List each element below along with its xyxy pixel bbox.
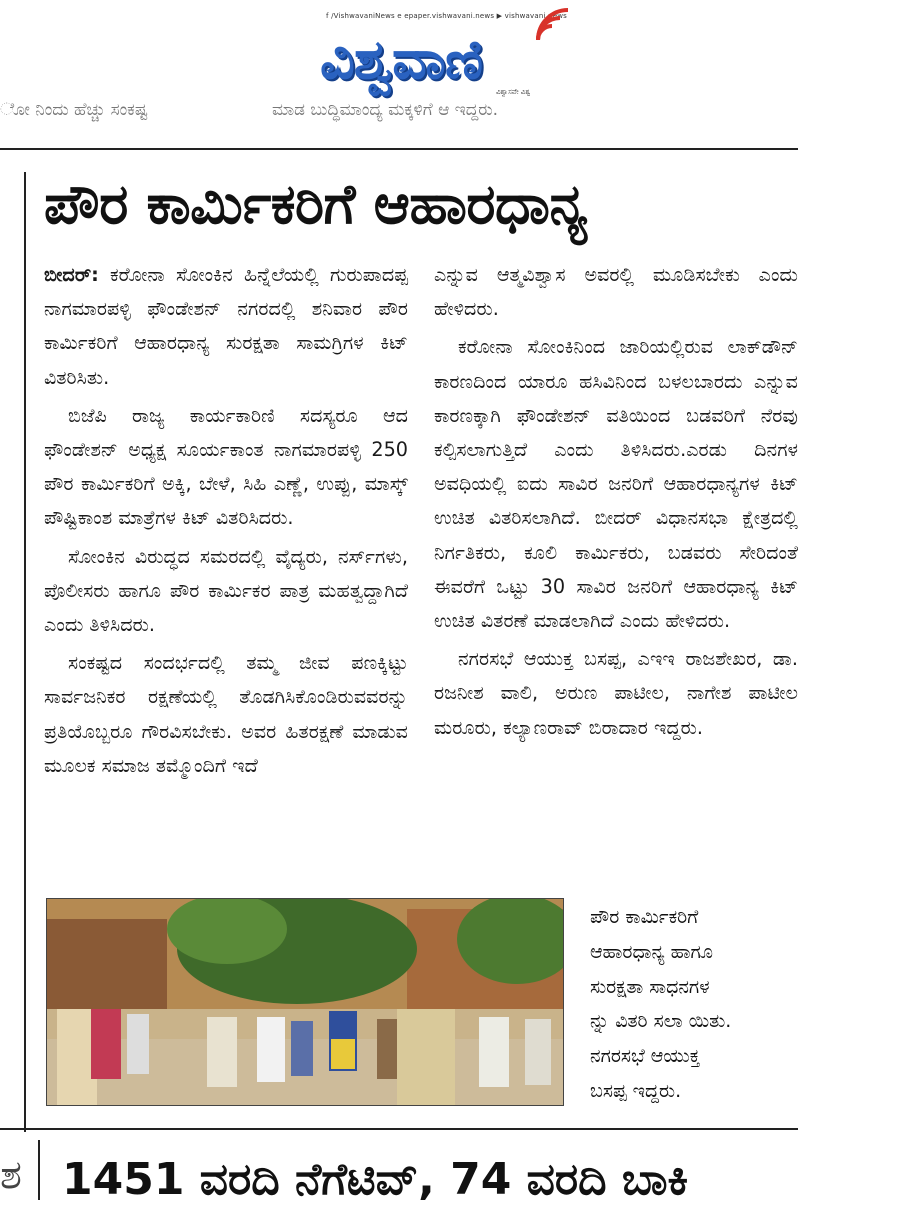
- masthead-social-links: f /VishwavaniNews e epaper.vishwavani.news ▶ vishwavani.news: [326, 12, 567, 20]
- article-paragraph: ಕರೋನಾ ಸೋಂಕಿನಿಂದ ಜಾರಿಯಲ್ಲಿರುವ ಲಾಕ್‌ಡೌನ್ ಕಾರಣದಿಂದ ಯಾರೂ ಹಸಿವಿನಿಂದ ಬಳಲಬಾರದು ಎನ್ನುವ ಕಾರಣಕ್ಕಾಗಿ ಫೌಂಡೇಶನ್ ವತಿಯಿಂದ ಬಡವರಿಗೆ ನೆರವು ಕಲ್ಪಿಸಲಾಗುತ್ತಿದೆ ಎಂದು ತಿಳಿಸಿದರು.ಎರಡು ದಿನಗಳ ಅವಧಿಯಲ್ಲಿ ಐದು ಸಾವಿರ ಜನರಿಗೆ ಆಹಾರಧಾನ್ಯಗಳ ಕಿಟ್ ಉಚಿತ ವಿತರಿಸಲಾಗಿದೆ. ಬೀದರ್ ವಿಧಾನಸಭಾ ಕ್ಷೇತ್ರದಲ್ಲಿ ನಿರ್ಗತಿಕರು, ಕೂಲಿ ಕಾರ್ಮಿಕರು, ಬಡವರು ಸೇರಿದಂತೆ ಈವರೆಗೆ ಒಟ್ಟು 30 ಸಾವಿರ ಜನರಿಗೆ ಆಹಾರಧಾನ್ಯ ಕಿಟ್ ಉಚಿತ ವಿತರಣೆ ಮಾಡಲಾಗಿದೆ ಎಂದು ಹೇಳಿದರು.: [434, 335, 798, 633]
- top-rule: [0, 148, 798, 150]
- article-paragraph: ಸಂಕಷ್ಟದ ಸಂದರ್ಭದಲ್ಲಿ ತಮ್ಮ ಜೀವ ಪಣಕ್ಕಿಟ್ಟು ಸಾರ್ವಜನಿಕರ ರಕ್ಷಣೆಯಲ್ಲಿ ತೊಡಗಿಸಿಕೊಂಡಿರುವವರನ್ನು ಪ್ರತಿಯೊಬ್ಬರೂ ಗೌರವಿಸಬೇಕು. ಅವರ ಹಿತರಕ್ಷಣೆ ಮಾಡುವ ಮೂಲಕ ಸಮಾಜ ತಮ್ಮೊಂದಿಗೆ ಇದೆ: [44, 651, 408, 777]
- article-paragraph: ನಗರಸಭೆ ಆಯುಕ್ತ ಬಸಪ್ಪ, ಎಇಇ ರಾಜಶೇಖರ, ಡಾ. ರಜನೀಶ ವಾಲಿ, ಅರುಣ ಪಾಟೀಲ, ನಾಗೇಶ ಪಾಟೀಲ ಮರೂರು, ಕಲ್ಯಾಣರಾವ್ ಬಿರಾದಾರ ಇದ್ದರು.: [434, 647, 798, 739]
- next-article-headline: 1451 ವರದಿ ನೆಗೆಟಿವ್, 74 ವರದಿ ಬಾಕಿ: [62, 1154, 689, 1205]
- photo-illustration: [47, 899, 563, 1105]
- article-photo: [46, 898, 564, 1106]
- article-paragraph: ಬಿಜೆಪಿ ರಾಜ್ಯ ಕಾರ್ಯಕಾರಿಣಿ ಸದಸ್ಯರೂ ಆದ ಫೌಂಡೇಶನ್ ಅಧ್ಯಕ್ಷ ಸೂರ್ಯಕಾಂತ ನಾಗಮಾರಪಳ್ಳಿ 250 ಪೌರ ಕಾರ್ಮಿಕರಿಗೆ ಅಕ್ಕಿ, ಬೇಳೆ, ಸಿಹಿ ಎಣ್ಣೆ, ಉಪ್ಪು, ಮಾಸ್ಕ್ ಪೌಷ್ಟಿಕಾಂಶ ಮಾತ್ರೆಗಳ ಕಿಟ್ ವಿತರಿಸಿದರು.: [44, 403, 408, 530]
- bottom-rule: [0, 1128, 798, 1130]
- bottom-column-rule: [38, 1140, 40, 1200]
- article-paragraph: ಸೋಂಕಿನ ವಿರುದ್ಧದ ಸಮರದಲ್ಲಿ ವೈದ್ಯರು, ನರ್ಸ್‌ಗಳು, ಪೊಲೀಸರು ಹಾಗೂ ಪೌರ ಕಾರ್ಮಿಕರ ಪಾತ್ರ ಮಹತ್ವದ್ದಾಗಿದೆ ಎಂದು ತಿಳಿಸಿದರು.: [44, 544, 408, 637]
- left-column-rule: [24, 172, 26, 1132]
- article-column-left: [44, 258, 408, 787]
- neighbor-article-fragment-right: ಮಾಡ ಬುದ್ಧಿಮಾಂದ್ಯ ಮಕ್ಕಳಿಗೆ ಆ ಇದ್ದರು.: [272, 100, 499, 120]
- article-paragraph: ಬೀದರ್: ಕರೋನಾ ಸೋಂಕಿನ ಹಿನ್ನೆಲೆಯಲ್ಲಿ ಗುರುಪಾದಪ್ಪ ನಾಗಮಾರಪಳ್ಳಿ ಫೌಂಡೇಶನ್ ನಗರದಲ್ಲಿ ಶನಿವಾರ ಪೌರ ಕಾರ್ಮಿಕರಿಗೆ ಆಹಾರಧಾನ್ಯ ಸುರಕ್ಷತಾ ಸಾಮಗ್ರಿಗಳ ಕಿಟ್ ವಿತರಿಸಿತು.: [44, 263, 408, 389]
- photo-caption: ಪೌರ ಕಾರ್ಮಿಕರಿಗೆ ಆಹಾರಧಾನ್ಯ ಹಾಗೂ ಸುರಕ್ಷತಾ ಸಾಧನಗಳ ನ್ನು ವಿತರಿ ಸಲಾ ಯಿತು. ನಗರಸಭೆ ಆಯುಕ್ತ ಬಸಪ್ಪ ಇದ್ದರು.: [590, 906, 732, 1102]
- article-headline: ಪೌರ ಕಾರ್ಮಿಕರಿಗೆ ಆಹಾರಧಾನ್ಯ: [44, 172, 588, 236]
- article-paragraph: ಎನ್ನುವ ಆತ್ಮವಿಶ್ವಾಸ ಅವರಲ್ಲಿ ಮೂಡಿಸಬೇಕು ಎಂದು ಹೇಳಿದರು.: [434, 263, 798, 321]
- neighbor-article-fragment-left: ೋ ನಿಂದು ಹೆಚ್ಚು ಸಂಕಷ್ಟ: [0, 100, 148, 120]
- wifi-signal-icon: [528, 6, 576, 46]
- neighbor-article-fragment-bottom: ಶ: [0, 1152, 22, 1198]
- masthead-tagline: ವಿಶ್ವಾಸವೇ ವಿಶ್ವ: [496, 88, 531, 96]
- article-column-right: [434, 258, 798, 749]
- masthead: [300, 4, 590, 100]
- article-dateline: ಬೀದರ್:: [44, 263, 99, 286]
- newspaper-logo: ವಿಶ್ವವಾಣಿ: [320, 28, 483, 91]
